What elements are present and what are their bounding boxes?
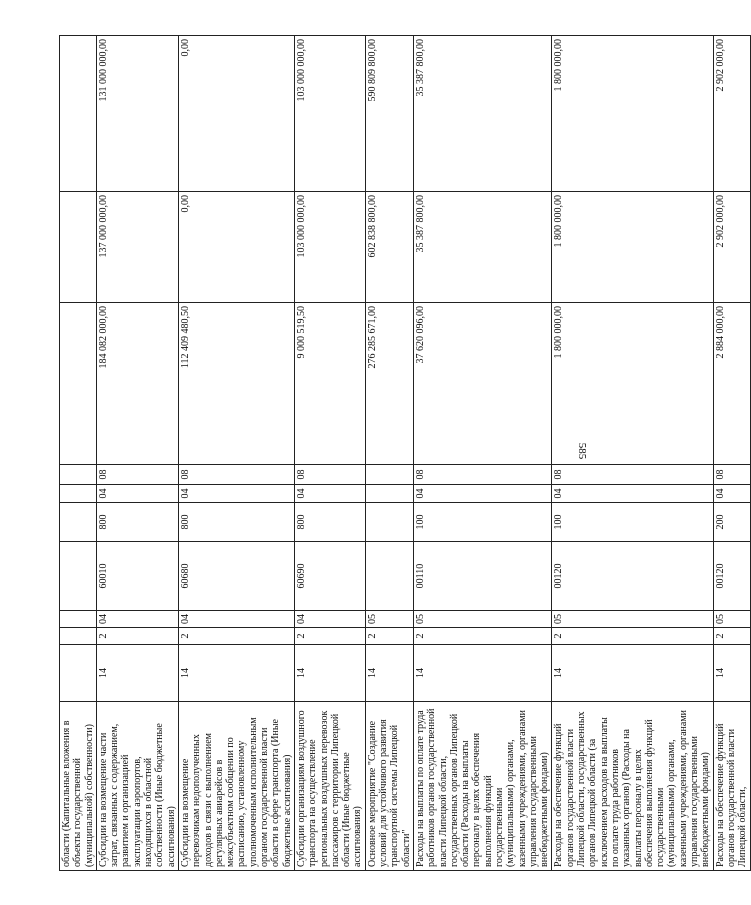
cell-code: 08	[713, 465, 750, 485]
cell-code: 800	[178, 503, 294, 542]
cell-code: 14	[96, 645, 178, 702]
cell-amount: 1 800 000,00	[552, 192, 713, 303]
row-name: Основное мероприятие "Создание условий для устойчивого развития транспортной системы Липецкой области"	[365, 702, 413, 871]
cell-code: 04	[96, 611, 178, 628]
cell-amount: 9 000 519,50	[294, 303, 365, 465]
cell-code: 60690	[294, 542, 365, 611]
cell-code	[60, 611, 97, 628]
cell-amount: 0,00	[178, 192, 294, 303]
cell-code	[365, 503, 413, 542]
cell-amount: 1 800 000,00	[552, 303, 713, 465]
cell-amount: 103 000 000,00	[294, 192, 365, 303]
row-name: Субсидии на возмещение перевозчикам недополученных доходов в связи с выполнением регулярных авиарейсов в межсубъектном сообщении по расписанию, установленному уполномоченным исполнительным органом государственной власти области в сфере транспорта (Иные бюджетные ассигнования)	[178, 702, 294, 871]
cell-code	[60, 503, 97, 542]
cell-code	[60, 628, 97, 645]
cell-code: 2	[294, 628, 365, 645]
cell-code: 2	[413, 628, 552, 645]
cell-amount: 602 838 800,00	[365, 192, 413, 303]
cell-amount: 37 620 096,00	[413, 303, 552, 465]
cell-code: 08	[96, 465, 178, 485]
table-row	[365, 36, 413, 871]
cell-code: 2	[178, 628, 294, 645]
cell-code	[365, 485, 413, 503]
cell-code: 08	[413, 465, 552, 485]
cell-amount: 590 809 800,00	[365, 36, 413, 192]
cell-amount: 2 902 000,00	[713, 192, 750, 303]
cell-code: 14	[178, 645, 294, 702]
cell-code: 04	[413, 485, 552, 503]
cell-code: 00120	[713, 542, 750, 611]
cell-code: 04	[294, 485, 365, 503]
cell-code	[365, 465, 413, 485]
cell-code: 14	[413, 645, 552, 702]
cell-code	[365, 542, 413, 611]
cell-code: 2	[713, 628, 750, 645]
cell-amount: 1 800 000,00	[552, 36, 713, 192]
cell-amount: 2 884 000,00	[713, 303, 750, 465]
cell-code	[60, 645, 97, 702]
cell-code	[60, 465, 97, 485]
cell-amount: 103 000 000,00	[294, 36, 365, 192]
cell-code: 04	[294, 611, 365, 628]
table-row	[413, 36, 552, 871]
table-row	[60, 36, 97, 871]
cell-amount: 35 387 800,00	[413, 36, 552, 192]
cell-amount: 112 409 480,50	[178, 303, 294, 465]
cell-code: 00120	[552, 542, 713, 611]
table-row	[294, 36, 365, 871]
cell-code: 60010	[96, 542, 178, 611]
cell-code: 14	[552, 645, 713, 702]
cell-code: 04	[178, 611, 294, 628]
cell-code: 2	[552, 628, 713, 645]
cell-code: 2	[365, 628, 413, 645]
cell-code: 00110	[413, 542, 552, 611]
cell-amount: 35 387 800,00	[413, 192, 552, 303]
cell-amount: 137 000 000,00	[96, 192, 178, 303]
cell-code: 04	[178, 485, 294, 503]
cell-code	[60, 485, 97, 503]
row-name: Расходы на обеспечение функций органов государственной власти Липецкой области, государственных органов Липецкой области (за исключением расходов на выплаты по оплате труда работников указанных органов) (Расходы на выплаты персоналу в целях обеспечения выполнения функций государственными (муниципальными) органами, казенными учреждениями, органами управления государственными внебюджетными фондами)	[552, 702, 713, 871]
cell-code: 04	[96, 485, 178, 503]
cell-code: 14	[365, 645, 413, 702]
cell-code: 05	[713, 611, 750, 628]
table-row	[552, 36, 713, 871]
cell-code: 14	[294, 645, 365, 702]
cell-code: 08	[552, 465, 713, 485]
row-name: области (Капитальные вложения в объекты государственной (муниципальной) собственности)	[60, 702, 97, 871]
cell-code: 05	[552, 611, 713, 628]
page-number: 585	[576, 442, 588, 460]
cell-code: 200	[713, 503, 750, 542]
cell-code: 05	[365, 611, 413, 628]
cell-code: 08	[294, 465, 365, 485]
cell-amount: 184 082 000,00	[96, 303, 178, 465]
cell-amount: 0,00	[178, 36, 294, 192]
cell-code: 05	[413, 611, 552, 628]
cell-code: 100	[552, 503, 713, 542]
cell-code: 2	[96, 628, 178, 645]
cell-code: 04	[713, 485, 750, 503]
budget-table	[59, 35, 751, 871]
row-name: Расходы на выплаты по оплате труда работников органов государственной власти Липецкой области, государственных органов Липецкой области (Расходы на выплаты персоналу в целях обеспечения выполнения функций государственными (муниципальными) органами, казенными учреждениями, органами управления государственными внебюджетными фондами)	[413, 702, 552, 871]
cell-code: 08	[178, 465, 294, 485]
cell-amount	[60, 303, 97, 465]
cell-code: 14	[713, 645, 750, 702]
cell-amount	[60, 192, 97, 303]
cell-code: 100	[413, 503, 552, 542]
table-row	[178, 36, 294, 871]
cell-code: 60680	[178, 542, 294, 611]
table-row	[713, 36, 750, 871]
cell-code: 800	[96, 503, 178, 542]
row-name: Субсидии организациям воздушного транспорта на осуществление региональных воздушных перевозок пассажиров с территории Липецкой области (Иные бюджетные ассигнования)	[294, 702, 365, 871]
row-name: Расходы на обеспечение функций органов государственной власти Липецкой области,	[713, 702, 750, 871]
cell-amount: 276 285 671,00	[365, 303, 413, 465]
cell-code: 04	[552, 485, 713, 503]
cell-code: 800	[294, 503, 365, 542]
cell-amount	[60, 36, 97, 192]
cell-amount: 2 902 000,00	[713, 36, 750, 192]
cell-code	[60, 542, 97, 611]
cell-amount: 131 000 000,00	[96, 36, 178, 192]
table-row	[96, 36, 178, 871]
row-name: Субсидии на возмещение части затрат, связанных с содержанием, развитием и организацией эксплуатации аэропортов, находящихся в областной собственности (Иные бюджетные ассигнования)	[96, 702, 178, 871]
